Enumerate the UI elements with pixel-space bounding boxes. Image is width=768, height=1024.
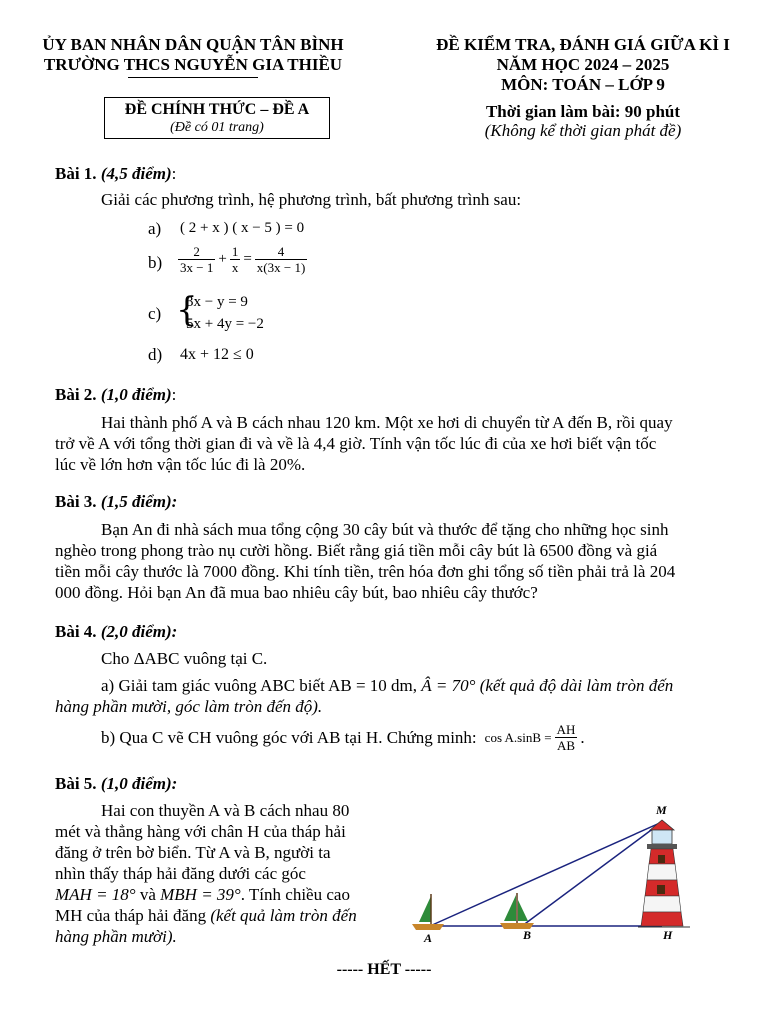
bai1-b-expr — [175, 244, 310, 275]
pages-note: (Đề có 01 trang) — [170, 120, 264, 135]
exam-title: ĐỀ KIỂM TRA, ĐÁNH GIÁ GIỮA KÌ I — [436, 35, 730, 54]
bai1-b-frac2: $\frac{1}{x}$ — [231, 244, 239, 275]
boat-b-icon — [500, 893, 534, 929]
line-BM — [522, 822, 662, 926]
boat-a-icon — [412, 894, 444, 930]
bai2-colon: : — [171, 385, 177, 404]
line-AM — [430, 822, 662, 926]
bai1-a-label: a) — [148, 219, 162, 238]
exam-time: Thời gian làm bài: 90 phút — [485, 102, 681, 121]
school-underline — [128, 77, 258, 78]
bai1-c-label: c) — [148, 304, 162, 323]
label-B: B — [523, 928, 532, 942]
bai5-line1: Hai con thuyền A và B cách nhau 80 — [101, 801, 350, 820]
bai5-line2: mét và thẳng hàng với chân H của tháp hải — [55, 822, 346, 841]
bai5-line4: nhìn thấy tháp hải đăng dưới các góc — [55, 864, 306, 883]
bai3-title: Bài 3. — [55, 492, 97, 511]
bai4-b-text: b) Qua C vẽ CH vuông góc với AB tại H. Chứng minh: — [101, 727, 477, 747]
lighthouse-icon — [641, 820, 683, 926]
end-marker: ----- HẾT ----- — [336, 961, 432, 978]
bai2-line3: lúc về lớn hơn vận tốc lúc đi là 20%. — [55, 455, 306, 474]
bai4-a-note2: hàng phần mười, góc làm tròn đến độ). — [55, 697, 323, 716]
bai1-b-eq: = — [243, 251, 252, 267]
bai3-line4: 000 đồng. Hỏi bạn An đã mua bao nhiêu cây bút, bao nhiêu cây thước? — [55, 583, 538, 602]
lighthouse-figure — [400, 800, 700, 945]
bai3-body — [55, 519, 715, 603]
bai2-title: Bài 2. — [55, 385, 97, 404]
bai5-line7: hàng phần mười). — [55, 927, 177, 946]
bai4-b-end: . — [580, 727, 585, 747]
bai2-heading — [55, 385, 176, 405]
bai5-heading — [55, 774, 177, 794]
bai5-body — [55, 800, 380, 947]
bai3-heading — [55, 492, 177, 512]
label-A: A — [424, 931, 433, 945]
bai5-title: Bài 5. — [55, 774, 97, 793]
bai1-b-label: b) — [148, 253, 163, 272]
bai4-heading — [55, 622, 177, 642]
bai5-angle1: MAH = 18° — [55, 885, 136, 904]
bai4-a-note1: (kết quả độ dài làm tròn đến — [479, 676, 674, 695]
official-label: ĐỀ CHÍNH THỨC – ĐỀ A — [124, 101, 310, 118]
bai3-points: (1,5 điểm): — [100, 492, 178, 511]
bai4-intro: Cho ΔABC vuông tại C. — [101, 649, 268, 668]
bai4-b-lhs: cos A.sinB = — [484, 729, 552, 745]
bai4-a — [55, 675, 720, 717]
bai1-d-label: d) — [148, 345, 163, 364]
bai1-c-eq1: 3x − y = 9 — [186, 294, 248, 310]
bai3-line1: Bạn An đi nhà sách mua tổng cộng 30 cây bút và thước để tặng cho những học sinh — [101, 520, 669, 539]
bai1-intro: Giải các phương trình, hệ phương trình, bất phương trình sau: — [101, 190, 522, 209]
bai4-a-angle: Â = 70° — [421, 676, 476, 695]
bai2-line1: Hai thành phố A và B cách nhau 120 km. Một xe hơi di chuyển từ A đến B, rồi quay — [101, 413, 673, 432]
bai1-heading — [55, 164, 176, 184]
bai2-body — [55, 412, 715, 475]
bai1-title: Bài 1. — [55, 164, 97, 183]
label-H: H — [663, 928, 673, 942]
bai4-b-frac: $\frac{AH}{AB}$ — [556, 722, 576, 753]
official-box — [104, 97, 330, 139]
school-name: TRƯỜNG THCS NGUYỄN GIA THIỀU — [43, 55, 343, 74]
bai5-points: (1,0 điểm): — [100, 774, 178, 793]
bai2-points: (1,0 điểm) — [100, 385, 172, 404]
exam-time-note: (Không kể thời gian phát đề) — [484, 121, 682, 140]
school-year: NĂM HỌC 2024 – 2025 — [496, 55, 670, 74]
bai1-points: (4,5 điểm) — [100, 164, 172, 183]
bai1-colon: : — [171, 164, 177, 183]
bai4-title: Bài 4. — [55, 622, 97, 641]
bai1-b-plus: + — [218, 251, 227, 267]
bai4-b — [101, 722, 585, 753]
bai1-b-frac1: $\frac{2}{3x - 1}$ — [180, 244, 214, 275]
bai1-c-brace: { — [176, 290, 198, 330]
bai2-line2: trở về A với tổng thời gian đi và về là 4,4 giờ. Tính vận tốc lúc đi của xe hơi biết vận tốc — [55, 434, 657, 453]
bai1-b-frac3: $\frac{4}{x(3x - 1)}$ — [256, 244, 306, 275]
bai3-line2: nghèo trong phong trào nụ cười hồng. Biết rằng giá tiền mỗi cây bút là 6500 đồng và giá — [55, 541, 658, 560]
bai1-d-expr: 4x + 12 ≤ 0 — [180, 346, 254, 363]
subject: MÔN: TOÁN – LỚP 9 — [501, 75, 665, 94]
bai3-line3: tiền mỗi cây thước là 7000 đồng. Khi tính tiền, trên hóa đơn ghi tổng số tiền phải trả là 204 — [55, 562, 676, 581]
bai5-angle2: MBH = 39° — [160, 885, 241, 904]
bai1-a-expr: ( 2 + x ) ( x − 5 ) = 0 — [180, 220, 305, 236]
bai1-c-eq2: 5x + 4y = −2 — [186, 316, 264, 332]
bai4-a-line1: a) Giải tam giác vuông ABC biết AB = 10 dm, Â = 70° (kết quả độ dài làm tròn đến — [101, 676, 674, 695]
bai5-line6: MH của tháp hải đăng (kết quả làm tròn đến — [55, 906, 357, 925]
district-committee: ỦY BAN NHÂN DÂN QUẬN TÂN BÌNH — [42, 35, 344, 54]
bai5-line3: đăng ở trên bờ biển. Từ A và B, người ta — [55, 843, 331, 862]
label-M: M — [656, 803, 667, 817]
bai4-points: (2,0 điểm): — [100, 622, 178, 641]
bai5-line5: MAH = 18° và MBH = 39°. Tính chiều cao — [55, 885, 350, 904]
